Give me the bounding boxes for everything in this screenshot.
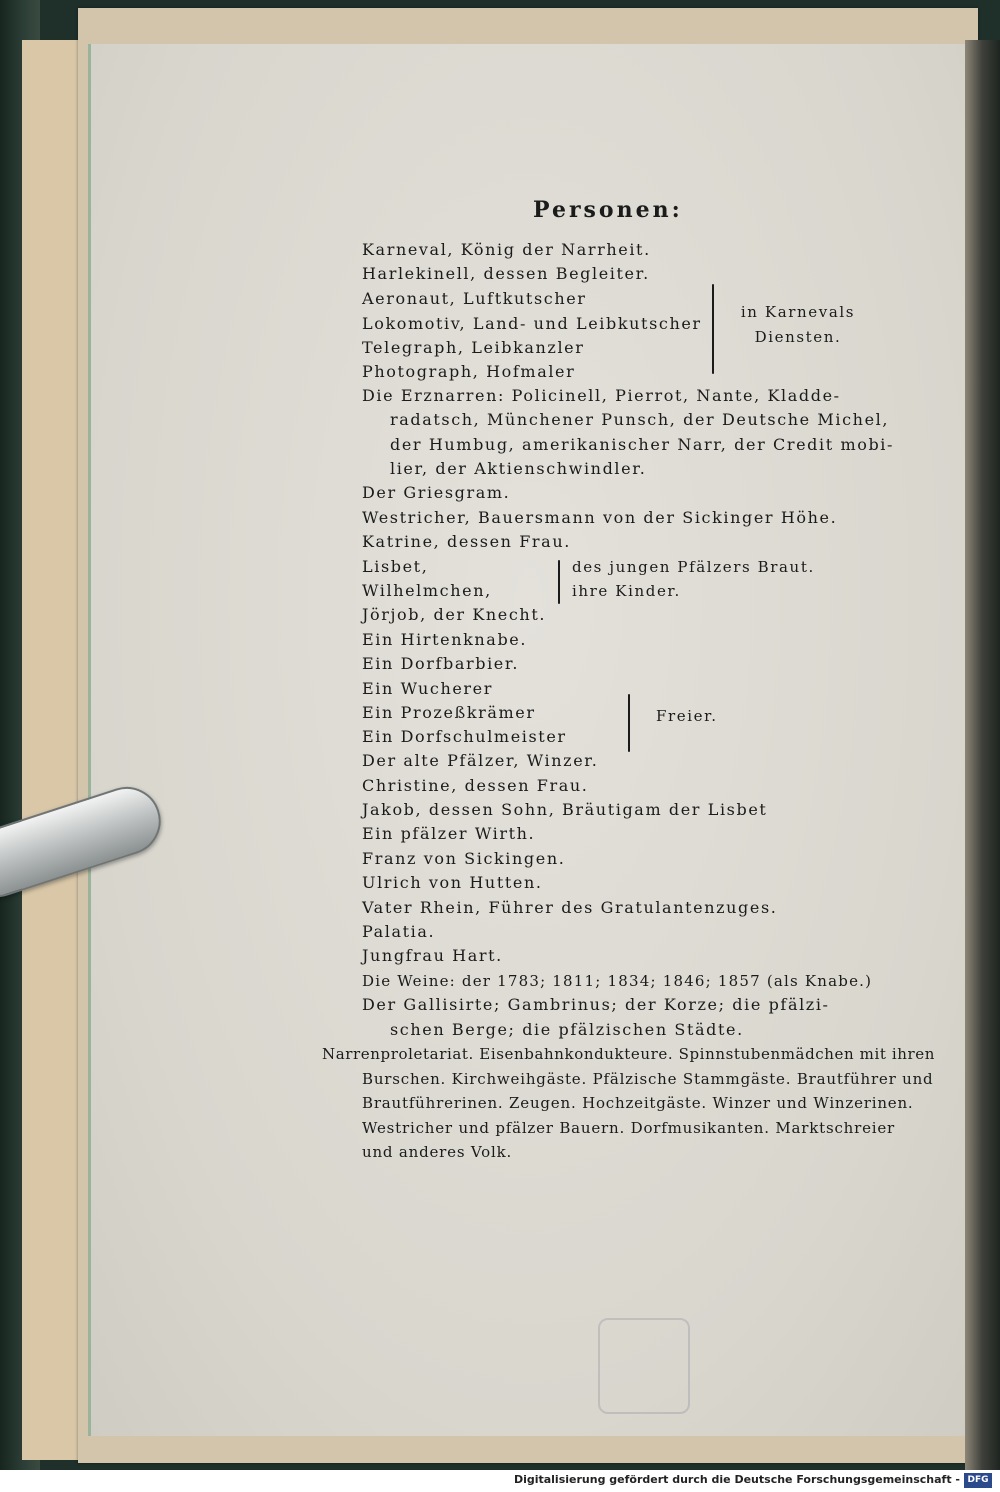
text-line: Ein Prozeßkrämer [362,703,536,722]
brace-note: des jungen Pfälzers Braut. [572,558,815,576]
text-line: Die Erznarren: Policinell, Pierrot, Nante, Kladde- [362,386,841,405]
page-heading: Personen: [533,197,683,223]
text-line: Lokomotiv, Land- und Leibkutscher [362,314,702,333]
text-line: Der Griesgram. [362,483,511,502]
brace [628,694,630,752]
text-line: Die Weine: der 1783; 1811; 1834; 1846; 1857 (als Knabe.) [362,972,873,990]
text-line: Vater Rhein, Führer des Gratulantenzuges. [362,898,778,917]
text-line: Westricher und pfälzer Bauern. Dorfmusikanten. Marktschreier [362,1119,896,1137]
brace [558,560,560,604]
brace-note: ihre Kinder. [572,582,681,600]
footer-credit: Digitalisierung gefördert durch die Deutsche Forschungsgemeinschaft - [513,1473,960,1486]
text-line: Burschen. Kirchweihgäste. Pfälzische Stammgäste. Brautführer und [362,1070,934,1088]
text-line: Ein Dorfbarbier. [362,654,520,673]
brace-note: in Karnevals [740,303,856,321]
text-line: Brautführerinen. Zeugen. Hochzeitgäste. Winzer und Winzerinen. [362,1094,914,1112]
text-line: Wilhelmchen, [362,581,492,600]
text-line: Aeronaut, Luftkutscher [362,289,587,308]
text-line: Harlekinell, dessen Begleiter. [362,264,650,283]
text-line: Narrenproletariat. Eisenbahnkondukteure. Spinnstubenmädchen mit ihren [322,1045,936,1063]
text-line: radatsch, Münchener Punsch, der Deutsche Michel, [390,410,890,429]
text-line: lier, der Aktienschwindler. [390,459,647,478]
text-line: Ulrich von Hutten. [362,873,543,892]
text-line: schen Berge; die pfälzischen Städte. [390,1020,744,1039]
text-line: Der Gallisirte; Gambrinus; der Korze; die pfälzi- [362,995,830,1014]
dfg-logo-icon: DFG [964,1473,992,1488]
text-line: Telegraph, Leibkanzler [362,338,585,357]
text-line: Lisbet, [362,557,429,576]
text-line: Katrine, dessen Frau. [362,532,571,551]
text-line: Jungfrau Hart. [362,946,503,965]
text-line: Ein Hirtenknabe. [362,630,528,649]
brace [712,284,714,374]
text-line: Der alte Pfälzer, Winzer. [362,751,599,770]
brace-note: Diensten. [754,328,842,346]
text-line: Franz von Sickingen. [362,849,566,868]
text-line: Karneval, König der Narrheit. [362,240,651,259]
text-line: Palatia. [362,922,436,941]
brace-note: Freier. [656,707,718,725]
text-line: Christine, dessen Frau. [362,776,589,795]
text-line: Jakob, dessen Sohn, Bräutigam der Lisbet [362,800,768,819]
footer-bar [0,1470,1000,1492]
text-line: Photograph, Hofmaler [362,362,576,381]
text-line: Ein pfälzer Wirth. [362,824,536,843]
text-line: Westricher, Bauersmann von der Sickinger Höhe. [362,508,838,527]
text-line: Ein Wucherer [362,679,493,698]
text-line: und anderes Volk. [362,1143,513,1161]
text-line: der Humbug, amerikanischer Narr, der Credit mobi- [390,435,895,454]
text-line: Ein Dorfschulmeister [362,727,567,746]
text-line: Jörjob, der Knecht. [362,605,547,624]
